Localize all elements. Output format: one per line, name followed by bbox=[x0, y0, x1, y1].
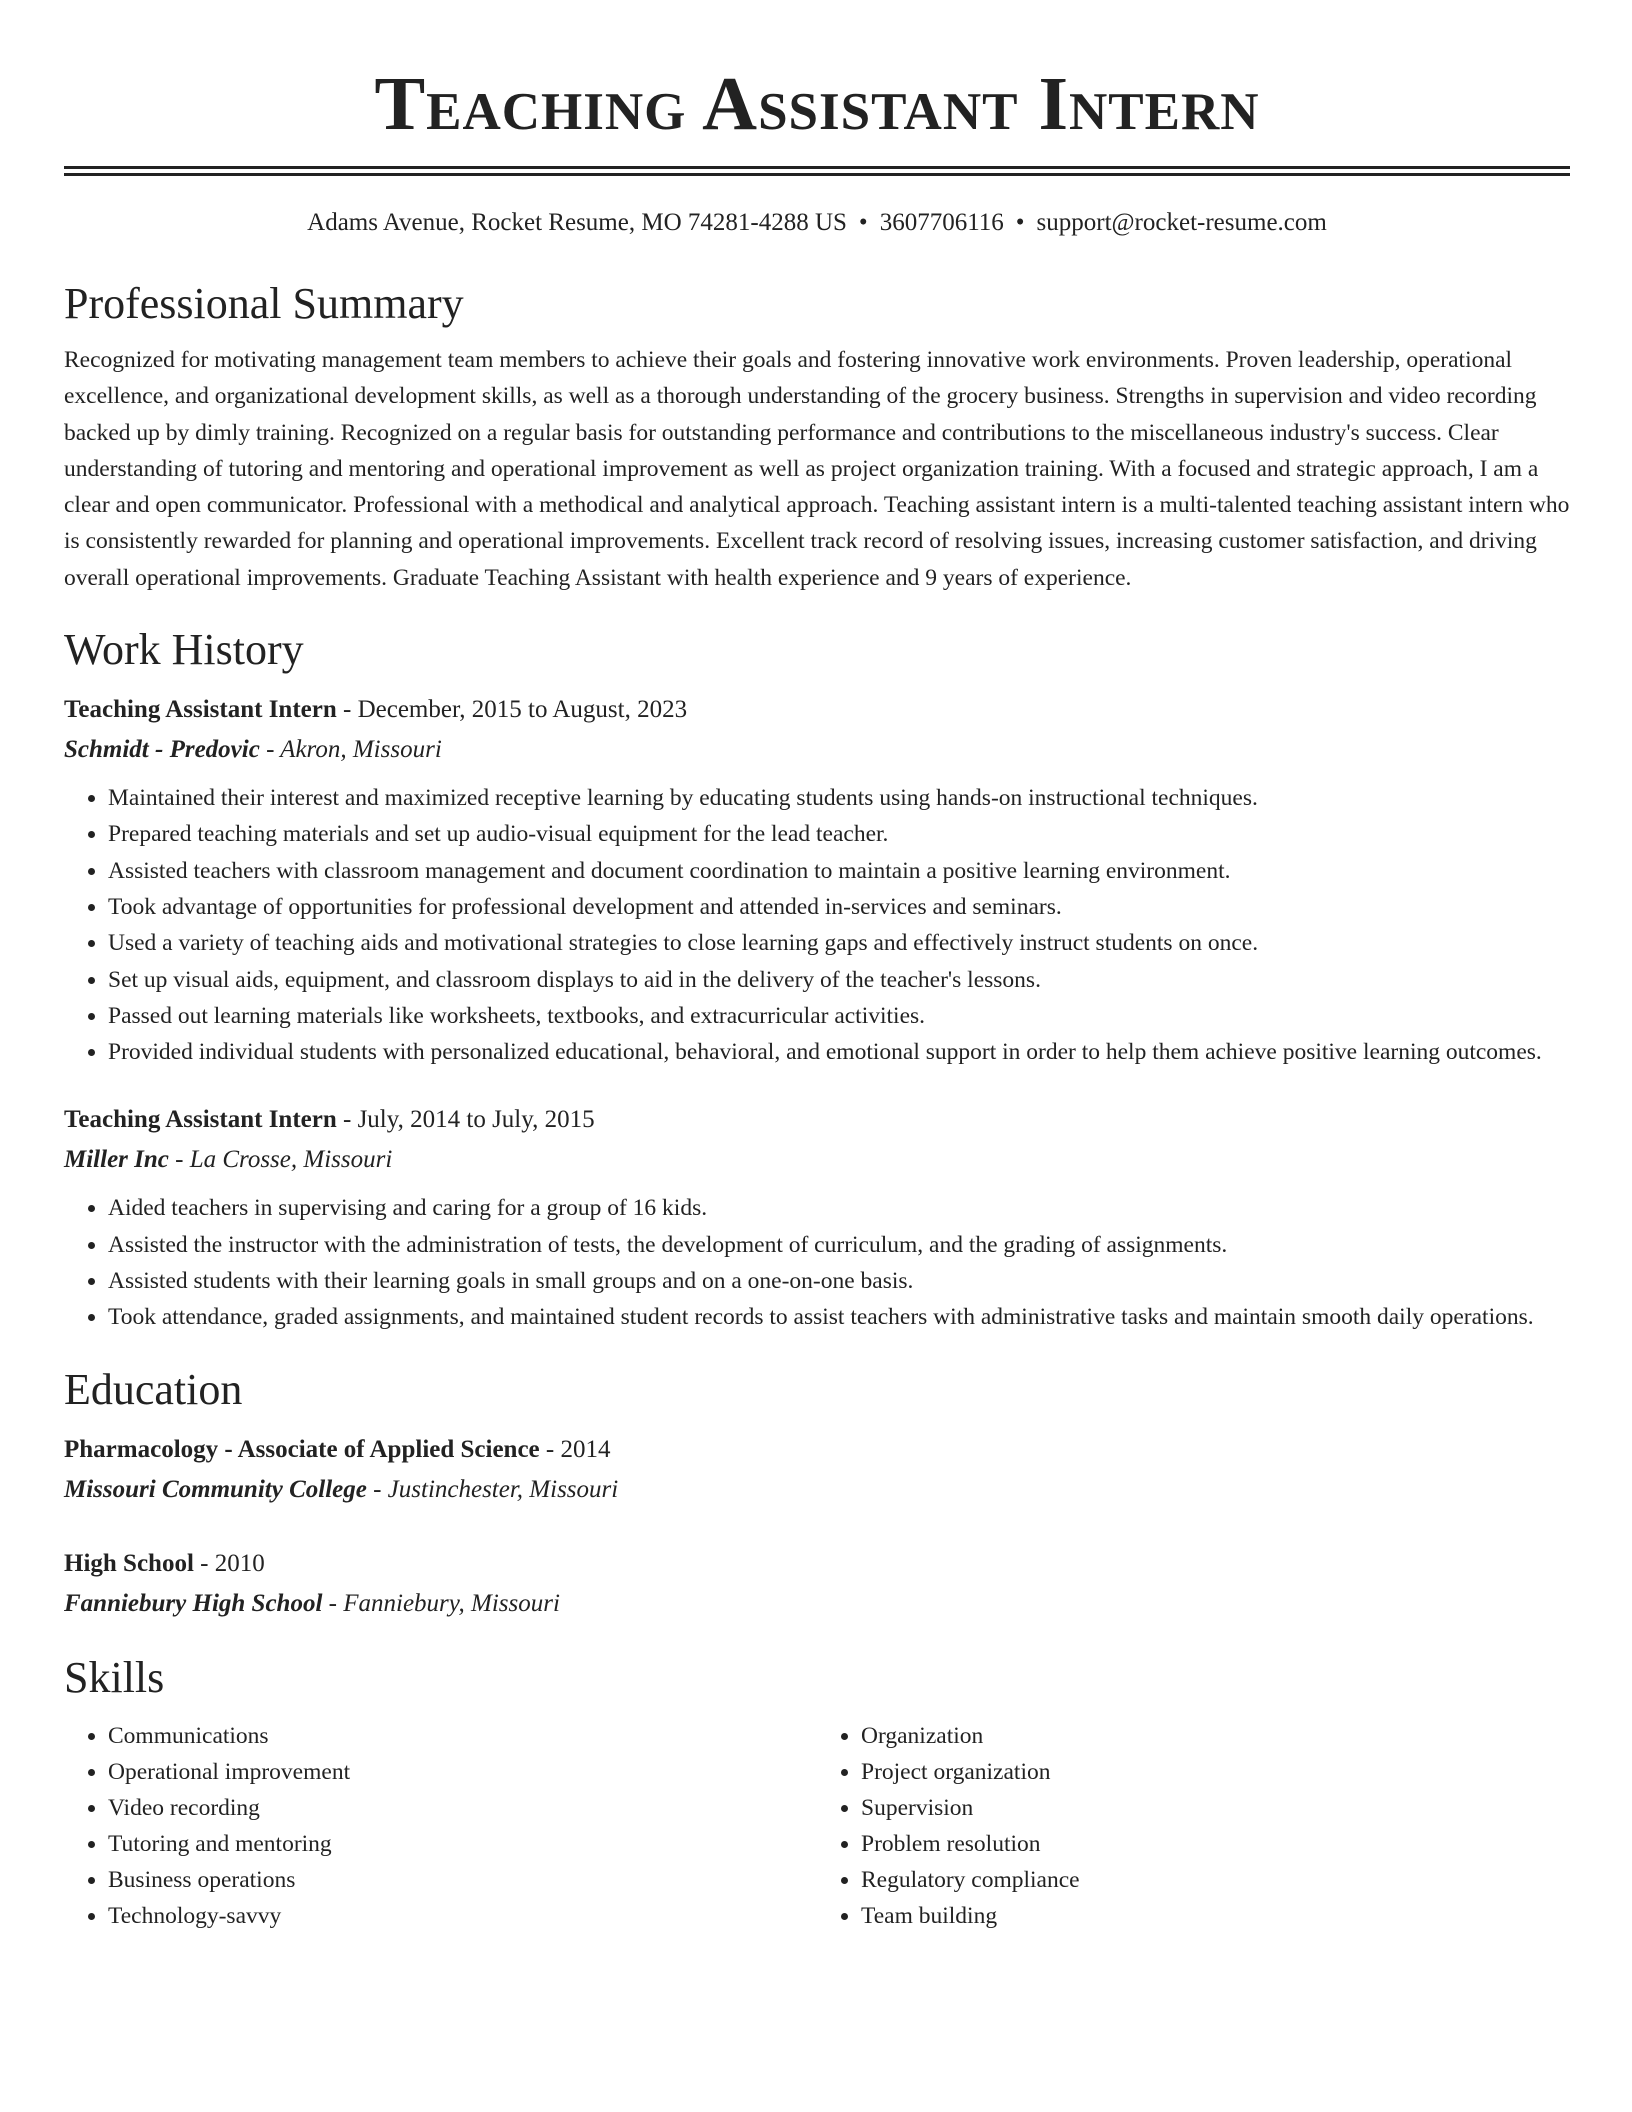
list-item: • Assisted the instructor with the administration of tests, the development of curriculum, and the grading of assignments. bbox=[108, 1227, 1570, 1263]
list-item: • Provided individual students with personalized educational, behavioral, and emotional support in order to help them achieve positive learning outcomes. bbox=[108, 1034, 1570, 1070]
skill-item: • Technology-savvy bbox=[108, 1898, 817, 1934]
education-heading bbox=[64, 1544, 1570, 1584]
job-entry bbox=[64, 1100, 1570, 1335]
education-entry bbox=[64, 1544, 1570, 1624]
job-bullets bbox=[64, 780, 1570, 1070]
job-role: Teaching Assistant Intern bbox=[64, 1106, 337, 1134]
job-company: Miller Inc bbox=[64, 1146, 169, 1174]
job-entry bbox=[64, 690, 1570, 1070]
education-school: Fanniebury High School bbox=[64, 1589, 323, 1617]
summary-text: Recognized for motivating management team members to achieve their goals and fostering innovative work environments. Proven leadership, operational excellence, and organizational development skills, as well as a thorough understanding of the grocery business. Strengths in supervision and video recording backed up by dimly training. Recognized on a regular basis for outstanding performance and contributions to the miscellaneous industry's success. Clear understanding of tutoring and mentoring and operational improvement as well as project organization training. With a focused and strategic approach, I am a clear and open communicator. Professional with a methodical and analytical approach. Teaching assistant intern is a multi-talented teaching assistant intern who is consistently rewarded for planning and operational improvements. Excellent track record of resolving issues, increasing customer satisfaction, and driving overall operational improvements. Graduate Teaching Assistant with health experience and 9 years of experience. bbox=[64, 347, 1570, 591]
job-bullets bbox=[64, 1190, 1570, 1335]
section-title-work-history: Work History bbox=[64, 625, 304, 675]
skill-item: • Organization bbox=[861, 1718, 1570, 1754]
skill-item: • Team building bbox=[861, 1898, 1570, 1934]
list-item: • Maintained their interest and maximized receptive learning by educating students using hands-on instructional techniques. bbox=[108, 780, 1570, 816]
job-heading bbox=[64, 690, 1570, 730]
education-entry bbox=[64, 1430, 1570, 1510]
skills-list-right bbox=[817, 1718, 1570, 1934]
job-employer bbox=[64, 1140, 1570, 1180]
education-school-line bbox=[64, 1584, 1570, 1624]
list-item: • Took advantage of opportunities for professional development and attended in-services and seminars. bbox=[108, 889, 1570, 925]
education-degree: Pharmacology - Associate of Applied Science bbox=[64, 1435, 540, 1463]
education-school: Missouri Community College bbox=[64, 1475, 367, 1503]
contact-separator: • bbox=[858, 209, 868, 236]
header-double-rule bbox=[64, 166, 1570, 176]
contact-separator: • bbox=[1015, 209, 1025, 236]
education-year: - 2014 bbox=[539, 1435, 611, 1463]
job-location: - Akron, Missouri bbox=[259, 736, 442, 764]
education-location: - Justinchester, Missouri bbox=[366, 1475, 619, 1503]
education-year: - 2010 bbox=[193, 1549, 265, 1577]
list-item: • Prepared teaching materials and set up audio-visual equipment for the lead teacher. bbox=[108, 816, 1570, 852]
skills-columns bbox=[64, 1718, 1570, 1934]
list-item: • Assisted teachers with classroom management and document coordination to maintain a positive learning environment. bbox=[108, 853, 1570, 889]
contact-line bbox=[64, 208, 1570, 238]
job-heading bbox=[64, 1100, 1570, 1140]
job-dates: - December, 2015 to August, 2023 bbox=[336, 696, 688, 724]
list-item: • Used a variety of teaching aids and motivational strategies to close learning gaps and effectively instruct students on once. bbox=[108, 925, 1570, 961]
skills-list-left bbox=[64, 1718, 817, 1934]
list-item: • Took attendance, graded assignments, and maintained student records to assist teachers with administrative tasks and maintain smooth daily operations. bbox=[108, 1299, 1570, 1335]
section-title-education: Education bbox=[64, 1364, 243, 1414]
contact-phone: 3607706116 bbox=[879, 209, 1004, 236]
job-role: Teaching Assistant Intern bbox=[64, 696, 337, 724]
job-employer bbox=[64, 730, 1570, 770]
education-school-line bbox=[64, 1470, 1570, 1510]
skill-item: • Tutoring and mentoring bbox=[108, 1826, 817, 1862]
skill-item: • Operational improvement bbox=[108, 1754, 817, 1790]
skill-item: • Project organization bbox=[861, 1754, 1570, 1790]
list-item: • Aided teachers in supervising and caring for a group of 16 kids. bbox=[108, 1190, 1570, 1226]
skill-item: • Business operations bbox=[108, 1862, 817, 1898]
resume-page bbox=[64, 0, 1570, 1934]
list-item: • Set up visual aids, equipment, and classroom displays to aid in the delivery of the teacher's lessons. bbox=[108, 962, 1570, 998]
skill-item: • Problem resolution bbox=[861, 1826, 1570, 1862]
contact-email: support@rocket-resume.com bbox=[1036, 209, 1327, 236]
section-title-summary: Professional Summary bbox=[64, 279, 464, 328]
list-item: • Passed out learning materials like worksheets, textbooks, and extracurricular activities. bbox=[108, 998, 1570, 1034]
skill-item: • Communications bbox=[108, 1718, 817, 1754]
skill-item: • Supervision bbox=[861, 1790, 1570, 1826]
list-item: • Assisted students with their learning goals in small groups and on a one-on-one basis. bbox=[108, 1263, 1570, 1299]
job-location: - La Crosse, Missouri bbox=[168, 1146, 393, 1174]
education-location: - Fanniebury, Missouri bbox=[322, 1589, 560, 1617]
section-title-skills: Skills bbox=[64, 1652, 165, 1702]
education-degree: High School bbox=[64, 1549, 194, 1577]
education-heading bbox=[64, 1430, 1570, 1470]
skill-item: • Video recording bbox=[108, 1790, 817, 1826]
skill-item: • Regulatory compliance bbox=[861, 1862, 1570, 1898]
resume-name: Teaching Assistant Intern bbox=[374, 62, 1260, 146]
contact-address: Adams Avenue, Rocket Resume, MO 74281-4288 US bbox=[307, 209, 847, 236]
job-dates: - July, 2014 to July, 2015 bbox=[336, 1106, 595, 1134]
job-company: Schmidt - Predovic bbox=[64, 736, 260, 764]
